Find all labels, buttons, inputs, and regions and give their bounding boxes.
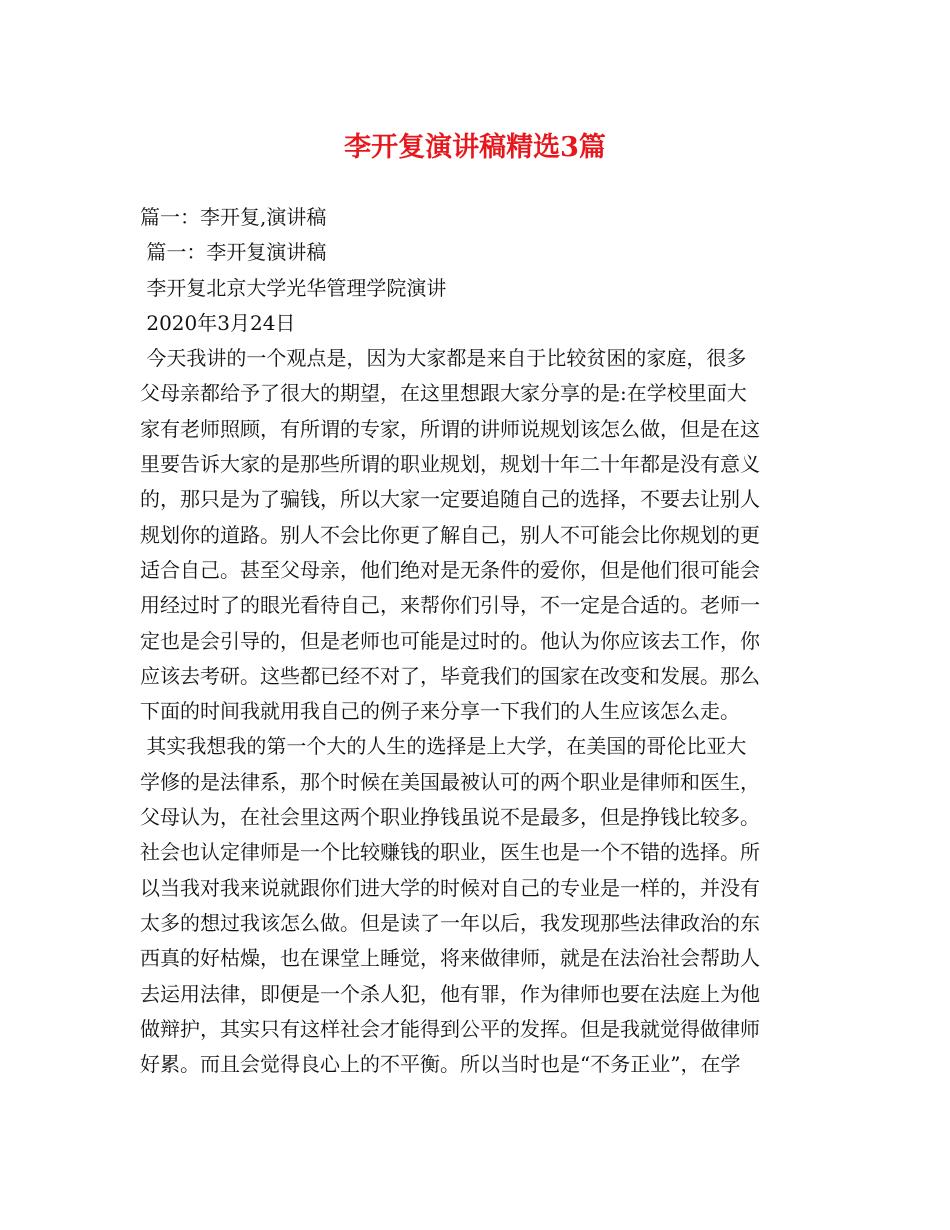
- document-body: [140, 200, 816, 1082]
- body-line: 好累。而且会觉得良心上的不平衡。所以当时也是“不务正业”，在学: [140, 1052, 741, 1077]
- body-line: 家有老师照顾，有所谓的专家，所谓的讲师说规划该怎么做，但是在这: [140, 416, 760, 441]
- body-line: 适合自己。甚至父母亲，他们绝对是无条件的爱你，但是他们很可能会: [140, 557, 760, 582]
- body-line: 2020年3月24日: [140, 310, 296, 335]
- body-line: 以当我对我来说就跟你们进大学的时候对自己的专业是一样的，并没有: [140, 875, 760, 900]
- body-line: 父母认为，在社会里这两个职业挣钱虽说不是最多，但是挣钱比较多。: [140, 805, 760, 830]
- body-line: 太多的想过我该怎么做。但是读了一年以后，我发现那些法律政治的东: [140, 910, 760, 935]
- body-line: 学修的是法律系，那个时候在美国最被认可的两个职业是律师和医生，: [140, 769, 760, 794]
- document-title: 李开复演讲稿精选3篇: [344, 132, 606, 163]
- body-line: 的，那只是为了骗钱，所以大家一定要追随自己的选择，不要去让别人: [140, 487, 760, 512]
- body-line: 其实我想我的第一个大的人生的选择是上大学，在美国的哥伦比亚大: [140, 734, 747, 759]
- body-line: 西真的好枯燥，也在课堂上睡觉，将来做律师，就是在法治社会帮助人: [140, 946, 760, 971]
- body-line: 李开复北京大学光华管理学院演讲: [140, 275, 447, 300]
- body-line: 下面的时间我就用我自己的例子来分享一下我们的人生应该怎么走。: [140, 699, 740, 724]
- body-line: 应该去考研。这些都已经不对了，毕竟我们的国家在改变和发展。那么: [140, 663, 760, 688]
- body-line: 用经过时了的眼光看待自己，来帮你们引导，不一定是合适的。老师一: [140, 593, 760, 618]
- body-line: 做辩护，其实只有这样社会才能得到公平的发挥。但是我就觉得做律师: [140, 1016, 760, 1041]
- body-line: 定也是会引导的，但是老师也可能是过时的。他认为你应该去工作，你: [140, 628, 760, 653]
- body-line: 父母亲都给予了很大的期望，在这里想跟大家分享的是:在学校里面大: [140, 381, 747, 406]
- body-line: 里要告诉大家的是那些所谓的职业规划，规划十年二十年都是没有意义: [140, 452, 760, 477]
- body-line: 篇一：李开复演讲稿: [140, 240, 327, 265]
- body-line: 篇一：李开复,演讲稿: [140, 205, 327, 229]
- body-line: 规划你的道路。别人不会比你更了解自己，别人不可能会比你规划的更: [140, 522, 760, 547]
- body-line: 社会也认定律师是一个比较赚钱的职业，医生也是一个不错的选择。所: [140, 840, 760, 865]
- body-line: 今天我讲的一个观点是，因为大家都是来自于比较贫困的家庭，很多: [140, 346, 747, 371]
- body-line: 去运用法律，即便是一个杀人犯，他有罪，作为律师也要在法庭上为他: [140, 981, 760, 1006]
